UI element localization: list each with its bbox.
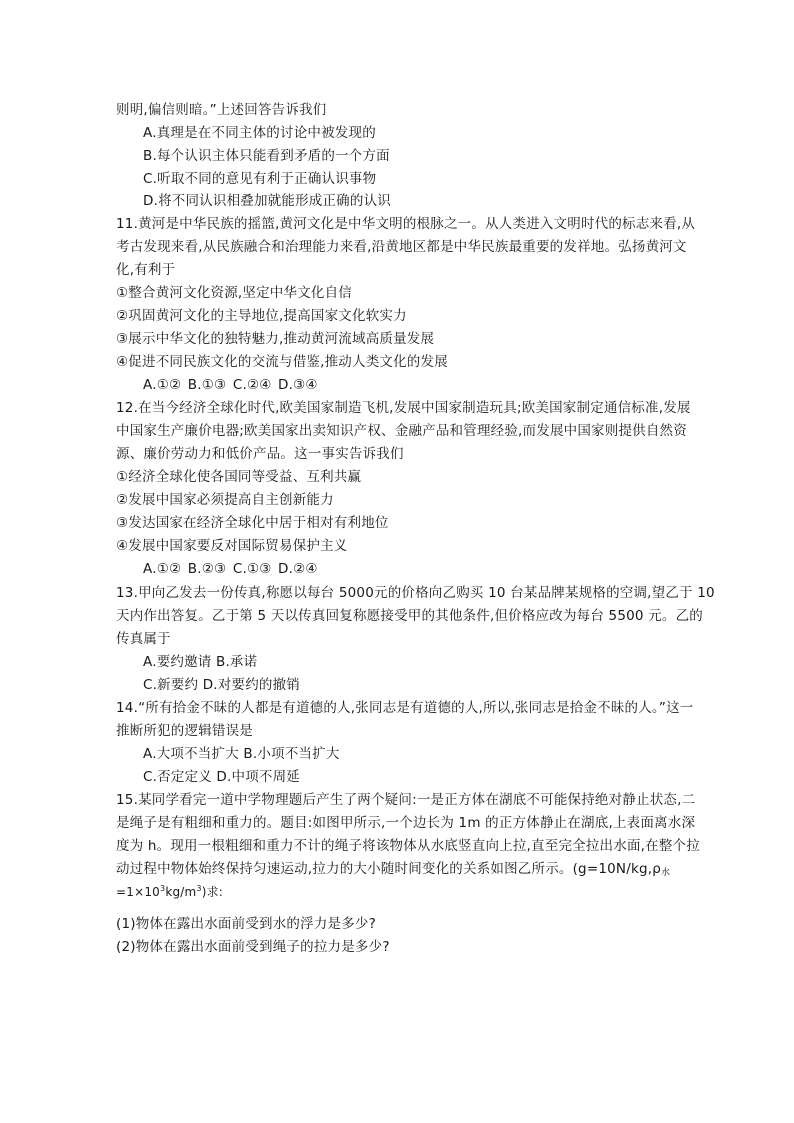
q13-stem-line-3: 传真属于 (116, 631, 171, 647)
q14-stem-line-2: 推断所犯的逻辑错误是 (116, 723, 253, 739)
q15-water-density (116, 881, 706, 903)
q13-options-ab: A.要约邀请 B.承诺 (143, 654, 258, 670)
q15-subquestion-2: (2)物体在露出水面前受到绳子的拉力是多少? (116, 939, 390, 955)
q11-item-4: ④促进不同民族文化的交流与借鉴,推动人类文化的发展 (116, 354, 448, 370)
q15-subquestion-1: (1)物体在露出水面前受到水的浮力是多少? (116, 916, 376, 932)
q12-stem-line-3: 源、廉价劳动力和低价产品。这一事实告诉我们 (116, 446, 404, 462)
density-exponent: 3 (160, 884, 166, 893)
q14-options-cd: C.否定定义 D.中项不周延 (143, 769, 300, 785)
density-base: =1×10 (116, 885, 161, 899)
density-unit-exponent: 3 (196, 884, 202, 893)
q15-stem-line-2: 是绳子是有粗细和重力的。题目:如图甲所示,一个边长为 1m 的正方体静止在湖底,上表面离水深 (116, 815, 696, 831)
q11-item-3: ③展示中华文化的独特魅力,推动黄河流域高质量发展 (116, 331, 435, 347)
q15-stem-line-3: 度为 h。现用一根粗细和重力不计的绳子将该物体从水底竖直向上拉,直至完全拉出水面,在整个拉 (116, 838, 700, 854)
density-tail: )求: (201, 885, 224, 899)
q13-options-cd: C.新要约 D.对要约的撤销 (143, 677, 300, 693)
q10-option-a: A.真理是在不同主体的讨论中被发现的 (143, 125, 376, 141)
q12-choices: A.①② B.②③ C.①③ D.②④ (143, 561, 318, 577)
q13-stem-line-2: 天内作出答复。乙于第 5 天以传真回复称愿接受甲的其他条件,但价格应改为每台 5500 元。乙的 (116, 608, 704, 624)
q11-item-1: ①整合黄河文化资源,坚定中华文化自信 (116, 285, 352, 301)
q14-options-ab: A.大项不当扩大 B.小项不当扩大 (143, 746, 340, 762)
q10-option-c: C.听取不同的意见有利于正确认识事物 (143, 171, 377, 187)
q12-item-1: ①经济全球化使各国同等受益、互利共赢 (116, 469, 362, 485)
q10-option-d: D.将不同认识相叠加就能形成正确的认识 (143, 193, 391, 209)
q11-stem-line-1: 11.黄河是中华民族的摇篮,黄河文化是中华文明的根脉之一。从人类进入文明时代的标志来看,从 (116, 216, 696, 232)
q12-item-2: ②发展中国家必须提高自主创新能力 (116, 492, 334, 508)
q10-option-b: B.每个认识主体只能看到矛盾的一个方面 (143, 148, 390, 164)
rho-subscript: 水 (661, 868, 671, 878)
q10-stem-tail: 则明,偏信则暗。”上述回答告诉我们 (116, 102, 327, 118)
q12-stem-line-1: 12.在当今经济全球化时代,欧美国家制造飞机,发展中国家制造玩具;欧美国家制定通信标准,发展 (116, 400, 691, 416)
q12-item-4: ④发展中国家要反对国际贸易保护主义 (116, 538, 348, 554)
density-unit: kg/m (165, 885, 197, 899)
q11-item-2: ②巩固黄河文化的主导地位,提高国家文化软实力 (116, 308, 407, 324)
q12-stem-line-2: 中国家生产廉价电器;欧美国家出卖知识产权、金融产品和管理经验,而发展中国家则提供自然资 (116, 423, 687, 439)
q11-stem-line-2: 考古发现来看,从民族融合和治理能力来看,沿黄地区都是中华民族最重要的发祥地。弘扬黄河文 (116, 239, 687, 255)
q12-item-3: ③发达国家在经济全球化中居于相对有利地位 (116, 515, 389, 531)
q14-stem-line-1: 14.“所有拾金不昧的人都是有道德的人,张同志是有道德的人,所以,张同志是拾金不昧的人。”这一 (116, 700, 694, 716)
q11-stem-line-3: 化,有利于 (116, 262, 176, 278)
q11-choices: A.①② B.①③ C.②④ D.③④ (143, 377, 318, 393)
q15-stem-line-4-text: 动过程中物体始终保持匀速运动,拉力的大小随时间变化的关系如图乙所示。(g=10N/kg,ρ (116, 861, 662, 877)
q13-stem-line-1: 13.甲向乙发去一份传真,称愿以每台 5000元的价格向乙购买 10 台某品牌某规格的空调,望乙于 10 (116, 585, 715, 601)
q15-stem-line-1: 15.某同学看完一道中学物理题后产生了两个疑问:一是正方体在湖底不可能保持绝对静止状态,二 (116, 792, 696, 808)
